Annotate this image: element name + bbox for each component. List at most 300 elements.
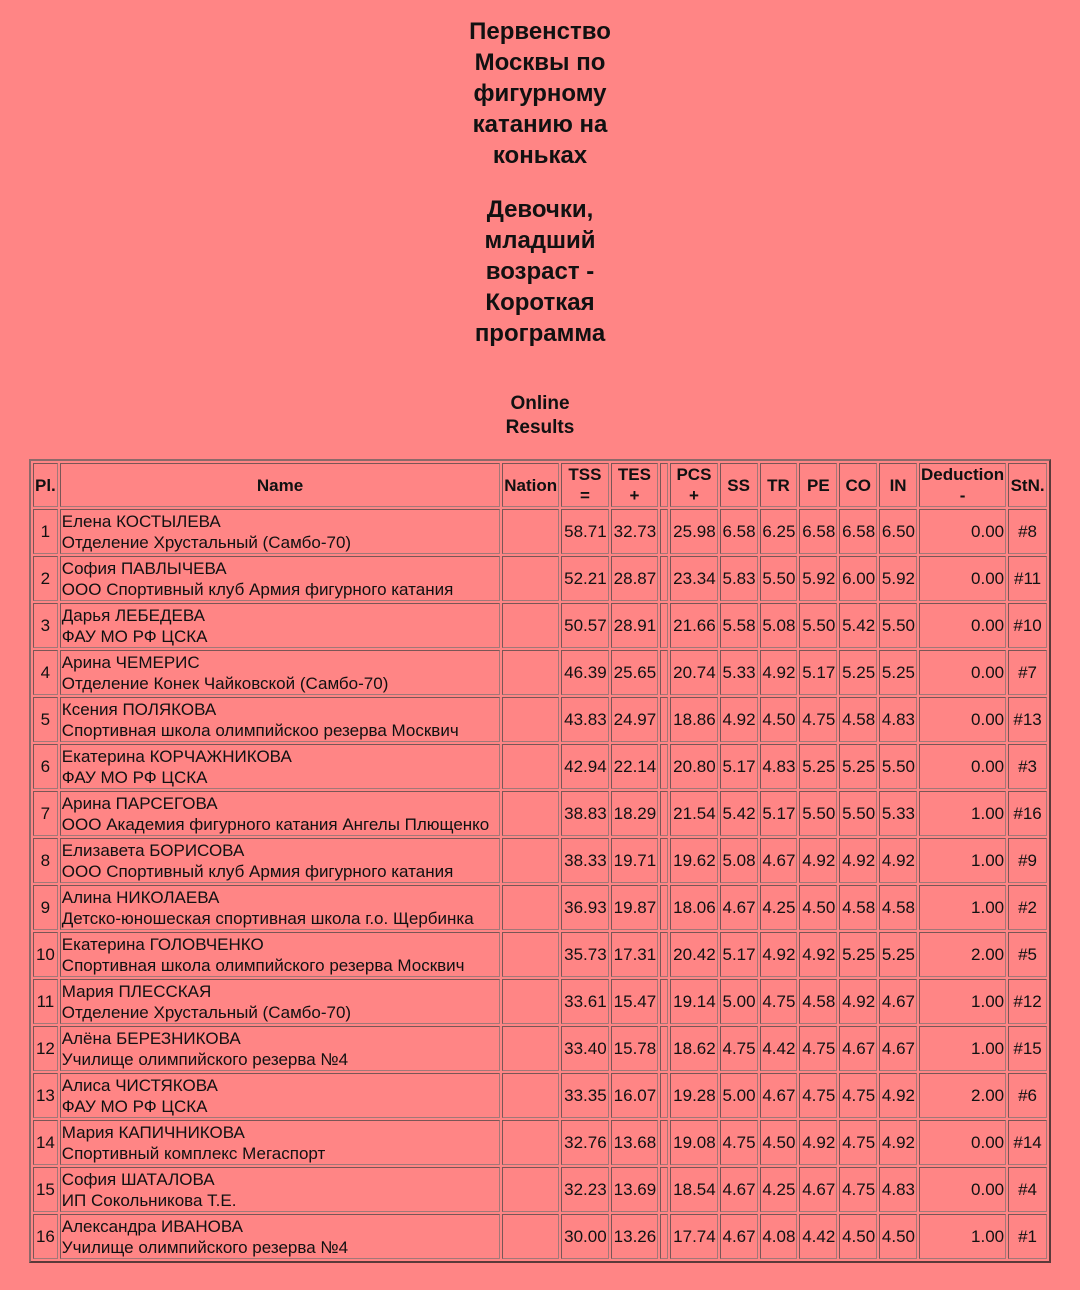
tes-cell: 13.68 [611,1120,659,1165]
ss-cell: 4.75 [720,1120,758,1165]
online-results-heading [440,392,640,440]
category-title-line: программа [474,320,606,347]
table-row [33,650,1047,695]
skater-club: ИП Сокольникова Т.Е. [61,1190,237,1210]
in-cell: 4.67 [879,1026,917,1071]
skater-name: Екатерина КОРЧАЖНИКОВА [61,746,292,766]
name-cell [60,509,500,554]
table-row [33,744,1047,789]
table-row [33,556,1047,601]
table-row [33,509,1047,554]
name-cell [60,1167,500,1212]
nation-cell [502,1167,559,1212]
event-title-line: катанию на [472,111,608,138]
header-row [33,463,1047,507]
skater-name: София ШАТАЛОВА [61,1169,215,1189]
place-cell: 16 [33,1214,58,1259]
skater-club: Отделение Конек Чайковской (Самбо-70) [61,673,389,693]
header-operator: = [579,486,590,505]
nation-cell [502,744,559,789]
start-number-cell: #2 [1008,885,1047,930]
spacer-cell [660,932,668,977]
skater-name: Мария ПЛЕССКАЯ [61,981,212,1001]
tes-cell: 15.78 [611,1026,659,1071]
place-cell: 13 [33,1073,58,1118]
skater-name: Алиса ЧИСТЯКОВА [61,1075,218,1095]
place-cell: 15 [33,1167,58,1212]
pe-cell: 4.92 [799,932,837,977]
header-operator: + [688,486,699,505]
skater-name: Дарья ЛЕБЕДЕВА [61,605,205,625]
deduction-cell: 0.00 [919,603,1006,648]
pcs-cell: 23.34 [670,556,718,601]
category-title-line: младший [484,227,596,254]
start-number-cell: #12 [1008,979,1047,1024]
deduction-cell: 0.00 [919,556,1006,601]
tss-cell: 38.83 [561,791,609,836]
spacer-cell [660,1026,668,1071]
skater-name: Арина ЧЕМЕРИС [61,652,200,672]
ss-cell: 5.83 [720,556,758,601]
start-number-cell: #8 [1008,509,1047,554]
tes-cell: 13.26 [611,1214,659,1259]
tr-cell: 4.25 [760,1167,798,1212]
col-header-place: Pl. [33,463,58,507]
tr-cell: 4.75 [760,979,798,1024]
tss-cell: 35.73 [561,932,609,977]
skater-club: ФАУ МО РФ ЦСКА [61,626,208,646]
tr-cell: 4.50 [760,697,798,742]
nation-cell [502,838,559,883]
in-cell: 6.50 [879,509,917,554]
co-cell: 5.25 [839,650,877,695]
tss-cell: 33.35 [561,1073,609,1118]
skater-name: Ксения ПОЛЯКОВА [61,699,217,719]
deduction-cell: 1.00 [919,1026,1006,1071]
tes-cell: 22.14 [611,744,659,789]
name-cell [60,885,500,930]
pcs-cell: 19.08 [670,1120,718,1165]
in-cell: 5.25 [879,932,917,977]
pcs-cell: 25.98 [670,509,718,554]
name-cell [60,979,500,1024]
co-cell: 4.50 [839,1214,877,1259]
tr-cell: 4.08 [760,1214,798,1259]
deduction-cell: 1.00 [919,1214,1006,1259]
tes-cell: 15.47 [611,979,659,1024]
table-row [33,603,1047,648]
nation-cell [502,791,559,836]
ss-cell: 4.75 [720,1026,758,1071]
pe-cell: 4.92 [799,1120,837,1165]
event-title [440,0,640,171]
table-row [33,697,1047,742]
col-header-pcs [670,463,718,507]
pe-cell: 6.58 [799,509,837,554]
skater-club: Отделение Хрустальный (Самбо-70) [61,532,352,552]
table-row [33,1073,1047,1118]
spacer-cell [660,1167,668,1212]
ss-cell: 4.67 [720,1167,758,1212]
start-number-cell: #6 [1008,1073,1047,1118]
header-label: TES [617,465,651,484]
tr-cell: 5.17 [760,791,798,836]
skater-name: Екатерина ГОЛОВЧЕНКО [61,934,264,954]
co-cell: 4.67 [839,1026,877,1071]
header-label: PCS [676,465,712,484]
skater-name: Елена КОСТЫЛЕВА [61,511,221,531]
start-number-cell: #14 [1008,1120,1047,1165]
place-cell: 10 [33,932,58,977]
place-cell: 6 [33,744,58,789]
event-title-line: Москвы по [474,49,606,76]
spacer-cell [660,744,668,789]
tes-cell: 28.87 [611,556,659,601]
co-cell: 5.50 [839,791,877,836]
place-cell: 5 [33,697,58,742]
table-row [33,885,1047,930]
name-cell [60,603,500,648]
in-cell: 4.92 [879,1073,917,1118]
tr-cell: 4.67 [760,1073,798,1118]
skater-club: ФАУ МО РФ ЦСКА [61,1096,208,1116]
pe-cell: 4.67 [799,1167,837,1212]
tes-cell: 25.65 [611,650,659,695]
pe-cell: 5.25 [799,744,837,789]
deduction-cell: 0.00 [919,697,1006,742]
skater-club: Спортивная школа олимпийскоо резерва Москвич [61,720,459,740]
start-number-cell: #16 [1008,791,1047,836]
skater-club: Отделение Хрустальный (Самбо-70) [61,1002,352,1022]
co-cell: 5.25 [839,744,877,789]
pcs-cell: 18.54 [670,1167,718,1212]
nation-cell [502,1120,559,1165]
table-row [33,1167,1047,1212]
deduction-cell: 1.00 [919,791,1006,836]
name-cell [60,1026,500,1071]
tss-cell: 32.76 [561,1120,609,1165]
pe-cell: 4.75 [799,1026,837,1071]
place-cell: 14 [33,1120,58,1165]
tss-cell: 43.83 [561,697,609,742]
tss-cell: 32.23 [561,1167,609,1212]
ss-cell: 4.92 [720,697,758,742]
start-number-cell: #10 [1008,603,1047,648]
in-cell: 5.50 [879,744,917,789]
place-cell: 4 [33,650,58,695]
spacer-cell [660,791,668,836]
start-number-cell: #3 [1008,744,1047,789]
category-title [440,194,640,349]
pcs-cell: 18.62 [670,1026,718,1071]
pe-cell: 4.75 [799,1073,837,1118]
spacer-cell [660,509,668,554]
nation-cell [502,1026,559,1071]
spacer-cell [660,556,668,601]
nation-cell [502,885,559,930]
tr-cell: 5.50 [760,556,798,601]
pcs-cell: 20.74 [670,650,718,695]
ss-cell: 5.00 [720,1073,758,1118]
start-number-cell: #15 [1008,1026,1047,1071]
nation-cell [502,603,559,648]
spacer-cell [660,838,668,883]
pe-cell: 5.50 [799,791,837,836]
deduction-cell: 1.00 [919,979,1006,1024]
tr-cell: 6.25 [760,509,798,554]
spacer-cell [660,1073,668,1118]
tr-cell: 5.08 [760,603,798,648]
col-header-tes [611,463,659,507]
tr-cell: 4.25 [760,885,798,930]
name-cell [60,744,500,789]
table-row [33,838,1047,883]
ss-cell: 5.17 [720,744,758,789]
deduction-cell: 1.00 [919,838,1006,883]
tr-cell: 4.42 [760,1026,798,1071]
co-cell: 4.75 [839,1120,877,1165]
co-cell: 4.75 [839,1167,877,1212]
co-cell: 4.58 [839,885,877,930]
subtitle-line: Results [505,417,575,438]
spacer-cell [660,1214,668,1259]
tss-cell: 50.57 [561,603,609,648]
col-header-tss [561,463,609,507]
header-operator: - [959,486,966,505]
pe-cell: 5.92 [799,556,837,601]
spacer-cell [660,603,668,648]
col-header-nation: Nation [502,463,559,507]
col-header-in: IN [879,463,917,507]
start-number-cell: #1 [1008,1214,1047,1259]
table-row [33,1026,1047,1071]
in-cell: 4.83 [879,1167,917,1212]
header-operator: + [629,486,640,505]
pcs-cell: 21.54 [670,791,718,836]
col-header-start-number: StN. [1008,463,1047,507]
start-number-cell: #13 [1008,697,1047,742]
tr-cell: 4.83 [760,744,798,789]
nation-cell [502,509,559,554]
tr-cell: 4.67 [760,838,798,883]
place-cell: 2 [33,556,58,601]
in-cell: 4.50 [879,1214,917,1259]
event-title-line: фигурному [473,80,607,107]
place-cell: 8 [33,838,58,883]
tss-cell: 33.40 [561,1026,609,1071]
title-block [440,0,640,440]
tr-cell: 4.92 [760,650,798,695]
place-cell: 7 [33,791,58,836]
deduction-cell: 1.00 [919,885,1006,930]
name-cell [60,932,500,977]
deduction-cell: 0.00 [919,509,1006,554]
pe-cell: 4.75 [799,697,837,742]
in-cell: 4.58 [879,885,917,930]
name-cell [60,697,500,742]
skater-name: София ПАВЛЫЧЕВА [61,558,227,578]
tes-cell: 13.69 [611,1167,659,1212]
deduction-cell: 0.00 [919,1120,1006,1165]
header-label: Deduction [921,465,1005,484]
nation-cell [502,932,559,977]
tes-cell: 32.73 [611,509,659,554]
name-cell [60,1214,500,1259]
skater-club: ООО Спортивный клуб Армия фигурного катания [61,861,454,881]
skater-club: Спортивная школа олимпийского резерва Москвич [61,955,465,975]
in-cell: 5.33 [879,791,917,836]
pcs-cell: 19.28 [670,1073,718,1118]
in-cell: 4.67 [879,979,917,1024]
category-title-line: возраст - [485,258,595,285]
skater-club: Училище олимпийского резерва №4 [61,1237,349,1257]
nation-cell [502,697,559,742]
nation-cell [502,1073,559,1118]
tes-cell: 17.31 [611,932,659,977]
ss-cell: 5.00 [720,979,758,1024]
table-row [33,1214,1047,1259]
table-row [33,791,1047,836]
table-row [33,979,1047,1024]
tss-cell: 58.71 [561,509,609,554]
in-cell: 5.92 [879,556,917,601]
ss-cell: 5.08 [720,838,758,883]
pe-cell: 4.42 [799,1214,837,1259]
tes-cell: 24.97 [611,697,659,742]
ss-cell: 4.67 [720,885,758,930]
col-header-name: Name [60,463,500,507]
skater-name: Алёна БЕРЕЗНИКОВА [61,1028,241,1048]
place-cell: 1 [33,509,58,554]
skater-name: Александра ИВАНОВА [61,1216,243,1236]
tss-cell: 33.61 [561,979,609,1024]
skater-club: Детско-юношеская спортивная школа г.о. Щербинка [61,908,474,928]
col-header-ss: SS [720,463,758,507]
col-header-tr: TR [760,463,798,507]
ss-cell: 4.67 [720,1214,758,1259]
start-number-cell: #11 [1008,556,1047,601]
event-title-line: коньках [492,142,588,169]
col-header-pe: PE [799,463,837,507]
tes-cell: 28.91 [611,603,659,648]
name-cell [60,556,500,601]
header-label: TSS [568,465,602,484]
results-table [29,459,1051,1263]
pe-cell: 4.50 [799,885,837,930]
co-cell: 5.42 [839,603,877,648]
pcs-cell: 17.74 [670,1214,718,1259]
ss-cell: 5.17 [720,932,758,977]
skater-club: Спортивный комплекс Мегаспорт [61,1143,326,1163]
co-cell: 5.25 [839,932,877,977]
ss-cell: 5.42 [720,791,758,836]
name-cell [60,1073,500,1118]
skater-club: ООО Академия фигурного катания Ангелы Плющенко [61,814,490,834]
co-cell: 4.75 [839,1073,877,1118]
pcs-cell: 21.66 [670,603,718,648]
skater-club: ООО Спортивный клуб Армия фигурного катания [61,579,454,599]
ss-cell: 5.58 [720,603,758,648]
pcs-cell: 18.06 [670,885,718,930]
start-number-cell: #9 [1008,838,1047,883]
co-cell: 4.92 [839,979,877,1024]
table-row [33,932,1047,977]
in-cell: 4.83 [879,697,917,742]
in-cell: 5.50 [879,603,917,648]
skater-name: Мария КАПИЧНИКОВА [61,1122,245,1142]
pe-cell: 4.92 [799,838,837,883]
nation-cell [502,650,559,695]
tes-cell: 16.07 [611,1073,659,1118]
ss-cell: 6.58 [720,509,758,554]
place-cell: 9 [33,885,58,930]
spacer-cell [660,1120,668,1165]
tss-cell: 46.39 [561,650,609,695]
pe-cell: 5.50 [799,603,837,648]
skater-name: Арина ПАРСЕГОВА [61,793,218,813]
tss-cell: 42.94 [561,744,609,789]
deduction-cell: 0.00 [919,744,1006,789]
in-cell: 4.92 [879,1120,917,1165]
name-cell [60,838,500,883]
place-cell: 12 [33,1026,58,1071]
co-cell: 4.92 [839,838,877,883]
pcs-cell: 18.86 [670,697,718,742]
pe-cell: 5.17 [799,650,837,695]
skater-club: ФАУ МО РФ ЦСКА [61,767,208,787]
place-cell: 11 [33,979,58,1024]
place-cell: 3 [33,603,58,648]
category-title-line: Короткая [485,289,595,316]
start-number-cell: #5 [1008,932,1047,977]
pcs-cell: 20.80 [670,744,718,789]
skater-name: Елизавета БОРИСОВА [61,840,245,860]
tss-cell: 36.93 [561,885,609,930]
nation-cell [502,1214,559,1259]
tes-cell: 19.87 [611,885,659,930]
subtitle-line: Online [510,393,570,414]
tss-cell: 52.21 [561,556,609,601]
deduction-cell: 0.00 [919,1167,1006,1212]
deduction-cell: 2.00 [919,1073,1006,1118]
start-number-cell: #4 [1008,1167,1047,1212]
tes-cell: 18.29 [611,791,659,836]
event-title-line: Первенство [469,18,611,45]
start-number-cell: #7 [1008,650,1047,695]
spacer-cell [660,885,668,930]
co-cell: 4.58 [839,697,877,742]
nation-cell [502,556,559,601]
pe-cell: 4.58 [799,979,837,1024]
name-cell [60,650,500,695]
col-header-deduction [919,463,1006,507]
ss-cell: 5.33 [720,650,758,695]
col-header-spacer [660,463,668,507]
results-body [33,509,1047,1259]
table-row [33,1120,1047,1165]
co-cell: 6.00 [839,556,877,601]
pcs-cell: 19.62 [670,838,718,883]
pcs-cell: 20.42 [670,932,718,977]
co-cell: 6.58 [839,509,877,554]
in-cell: 5.25 [879,650,917,695]
spacer-cell [660,697,668,742]
tss-cell: 38.33 [561,838,609,883]
nation-cell [502,979,559,1024]
spacer-cell [660,979,668,1024]
skater-name: Алина НИКОЛАЕВА [61,887,220,907]
spacer-cell [660,650,668,695]
